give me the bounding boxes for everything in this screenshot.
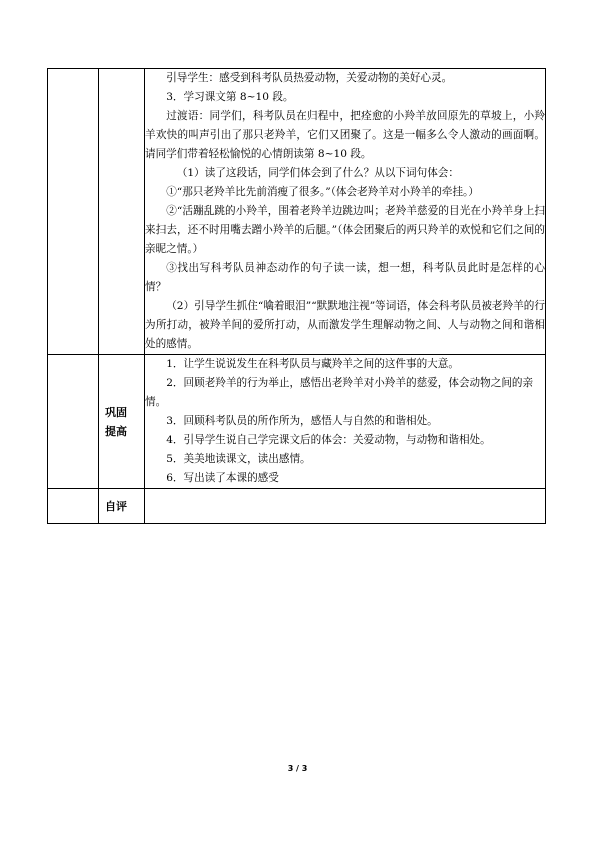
teaching-content [145,69,546,355]
list-item: 1．让学生说说发生在科考队员与藏羚羊之间的这件事的大意。 [166,358,459,370]
paragraph: ①“那只老羚羊比先前消瘦了很多。”（体会老羚羊对小羚羊的牵挂。） [166,186,479,198]
label-line: 巩固 [105,405,127,419]
empty-cell [48,489,99,524]
paragraph: ③找出写科考队员神态动作的句子读一读，想一想，科考队员此时是怎样的心情？ [145,262,545,293]
evaluation-content [145,489,546,524]
evaluation-row [48,489,546,524]
empty-label-cell [99,69,145,355]
teaching-row [48,69,546,355]
evaluation-label: 自评 [99,489,145,524]
page-number: 3 / 3 [287,764,308,773]
list-item: 5．美美地读课文，读出感情。 [166,453,311,465]
empty-cell [48,69,99,355]
consolidate-content [145,355,546,489]
empty-cell [48,355,99,489]
lesson-plan-table [47,68,546,524]
paragraph: ②“活蹦乱跳的小羚羊，围着老羚羊边跳边叫；老羚羊慈爱的目光在小羚羊身上扫来扫去，还不时用嘴去蹭小羚羊的后腿。”（体会团聚后的两只羚羊的欢悦和它们之间的亲昵之情。） [145,205,545,255]
list-item: 3．回顾科考队员的所作所为，感悟人与自然的和谐相处。 [166,415,438,427]
paragraph: （2）引导学生抓住“噙着眼泪”“默默地注视”等词语，体会科考队员被老羚羊的行为所打动，被羚羊间的爱所打动，从而激发学生理解动物之间、人与动物之间和谐相处的感情。 [145,300,545,350]
label-line: 提高 [105,424,127,438]
list-item: 2．回顾老羚羊的行为举止，感悟出老羚羊对小羚羊的慈爱，体会动物之间的亲情。 [145,377,534,408]
paragraph: 引导学生：感受到科考队员热爱动物，关爱动物的美好心灵。 [166,72,453,84]
list-item: 4．引导学生说自己学完课文后的体会：关爱动物，与动物和谐相处。 [166,434,491,446]
consolidate-label [99,355,145,489]
paragraph: 过渡语：同学们，科考队员在归程中，把痊愈的小羚羊放回原先的草坡上，小羚羊欢快的叫声引出了那只老羚羊，它们又团聚了。这是一幅多么令人激动的画面啊。请同学们带着轻松愉悦的心情朗读第 8~10 段。 [145,110,545,160]
paragraph: （1）读了这段话，同学们体会到了什么？从以下词句体会： [176,167,459,179]
paragraph: 3．学习课文第 8~10 段。 [166,91,294,103]
consolidate-row [48,355,546,489]
list-item: 6．写出读了本课的感受 [166,472,279,484]
